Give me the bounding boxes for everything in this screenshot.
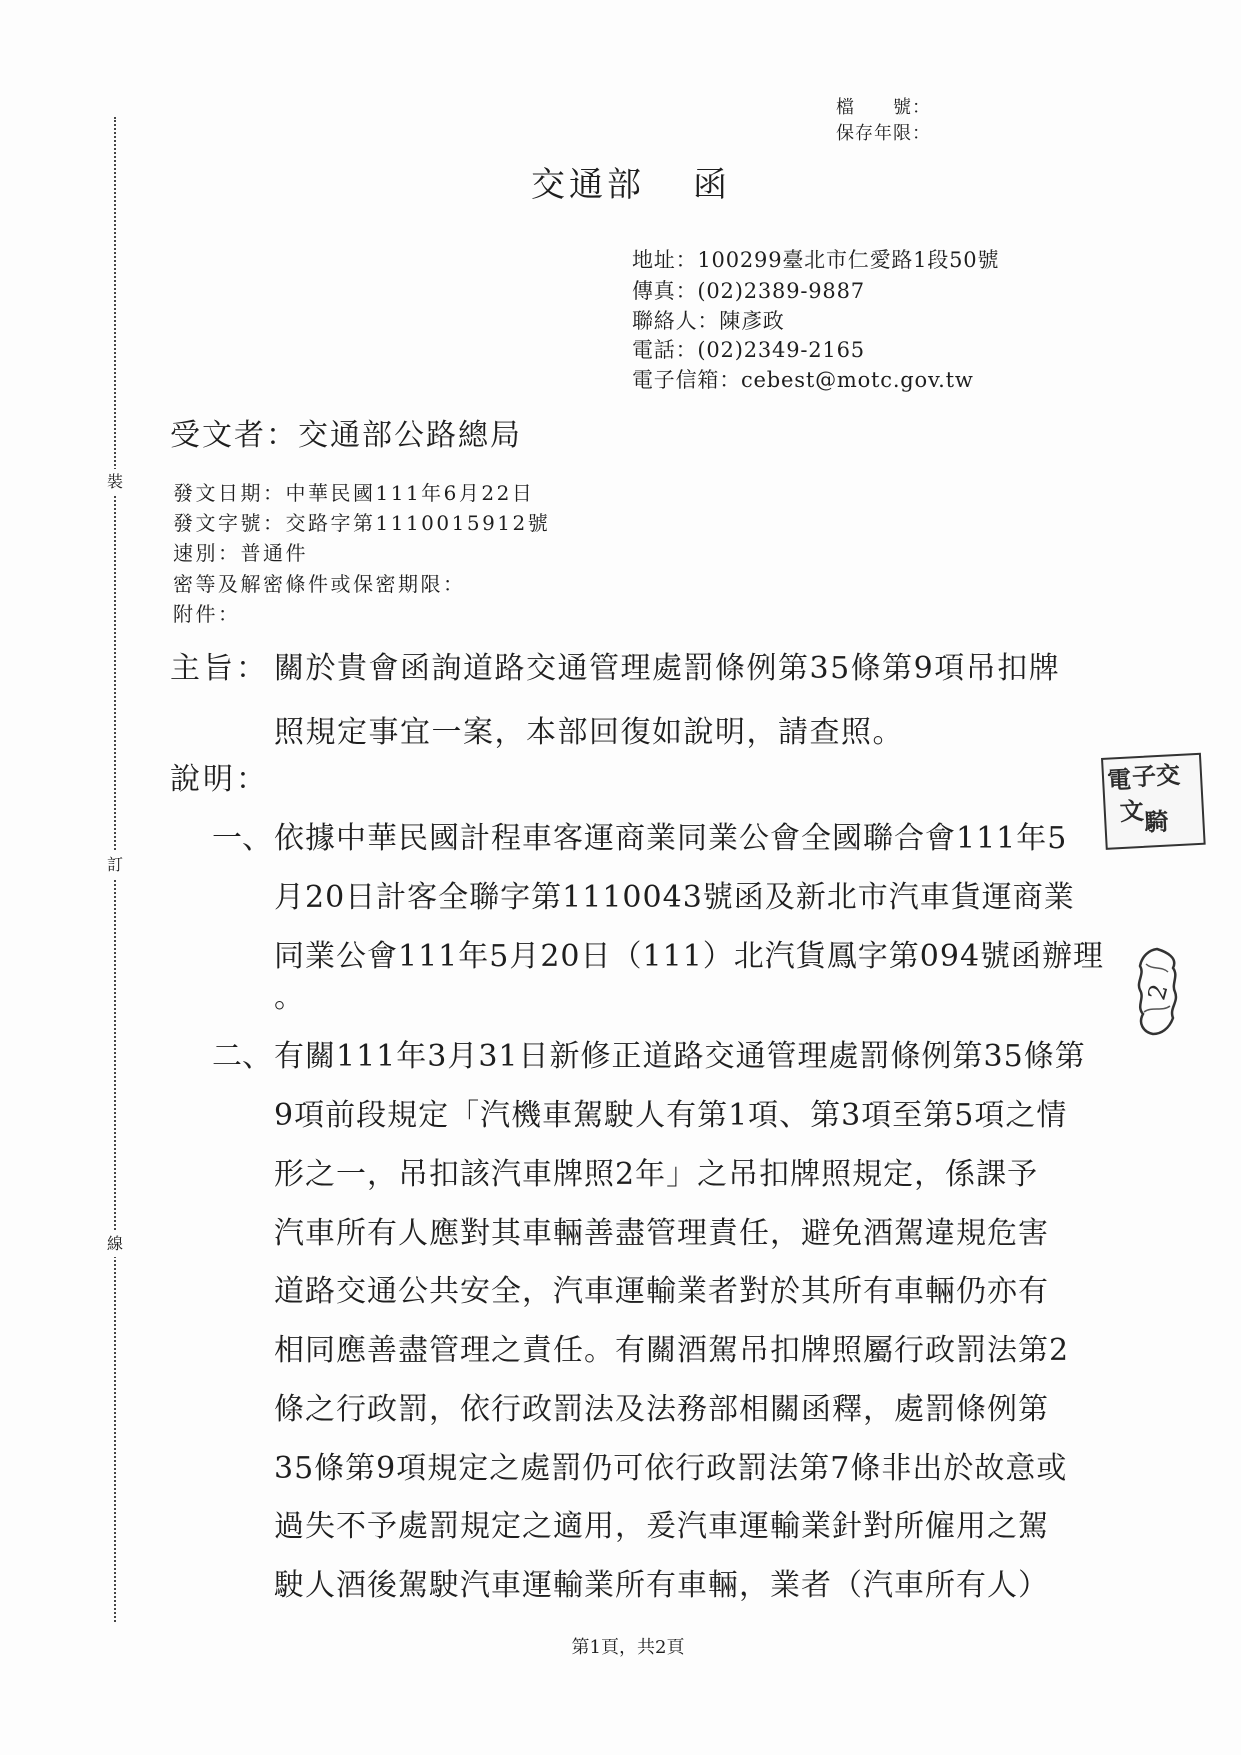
item-2-marker: 二、 [212,1039,272,1074]
contact-person: 聯絡人：陳彥政 [632,309,785,333]
binding-label-ding: 訂 [106,852,124,878]
stamp-char: 騎 [1143,806,1170,837]
recipient: 受文者：交通部公路總局 [170,418,522,453]
stamp-char: 文 [1119,795,1145,827]
item-2-line-3: 形之一，吊扣該汽車牌照2年」之吊扣牌照規定，係課予 [274,1157,1039,1192]
contact-address: 地址：100299臺北市仁愛路1段50號 [632,248,1000,272]
subject-line-2: 照規定事宜一案，本部回復如說明，請查照。 [274,715,904,750]
stamp-char: 子 [1131,761,1157,792]
contact-phone: 電話：(02)2349-2165 [632,338,865,362]
item-2-line-6: 相同應善盡管理之責任。有關酒駕吊扣牌照屬行政罰法第2 [274,1333,1070,1368]
attachment: 附件： [173,602,241,626]
subject-line-1 [170,651,1060,687]
item-2-line-1 [212,1039,1086,1075]
issue-date: 發文日期：中華民國111年6月22日 [173,481,535,505]
subject-label: 主旨： [170,651,269,686]
item-2-line-5: 道路交通公共安全，汽車運輸業者對於其所有車輛仍亦有 [274,1274,1049,1309]
item-1-line-3: 同業公會111年5月20日（111）北汽貨鳳字第094號函辦理 [274,939,1105,974]
item-1-marker: 一、 [212,821,272,856]
stamp-char: 電 [1106,764,1132,795]
file-number-label: 檔 號： [836,97,931,118]
binding-label-zhuang: 裝 [106,469,124,495]
seal-page-number: 2 [1142,980,1174,1004]
subject-text: 關於貴會函詢道路交通管理處罰條例第35條第9項吊扣牌 [274,651,1061,686]
contact-fax: 傳真：(02)2389-9887 [632,279,865,303]
doc-number: 發文字號：交路字第1110015912號 [173,511,551,535]
item-1-text: 依據中華民國計程車客運商業同業公會全國聯合會111年5 [274,821,1068,856]
doc-title-type: 函 [693,165,731,205]
stamp-char: 交 [1155,759,1181,791]
seam-stamp [1101,758,1181,854]
item-2-line-4: 汽車所有人應對其車輛善盡管理責任，避免酒駕違規危害 [274,1216,1049,1251]
classification: 密等及解密條件或保密期限： [173,572,466,596]
explanation-label: 說明： [170,762,269,797]
item-2-line-8: 35條第9項規定之處罰仍可依行政罰法第7條非出於故意或 [274,1451,1068,1486]
item-2-line-2: 9項前段規定「汽機車駕駛人有第1項、第3項至第5項之情 [274,1098,1068,1133]
seam-stamp-frame [1101,753,1206,850]
binding-label-xian: 線 [106,1231,124,1257]
contact-email: 電子信箱：cebest@motc.gov.tw [632,368,974,392]
page-number: 第1頁，共2頁 [571,1637,685,1658]
item-2-line-10: 駛人酒後駕駛汽車運輸業所有車輛，業者（汽車所有人） [274,1568,1049,1603]
item-2-line-9: 過失不予處罰規定之適用，爰汽車運輸業針對所僱用之駕 [274,1509,1049,1544]
item-2-line-7: 條之行政罰，依行政罰法及法務部相關函釋，處罰條例第 [274,1392,1049,1427]
item-1-line-1 [212,821,1067,857]
page-seam-seal [1132,946,1182,1038]
retention-period-label: 保存年限： [836,123,931,144]
doc-title-agency: 交通部 [531,165,645,205]
item-1-line-4: 。 [274,980,305,1015]
item-1-line-2: 月20日計客全聯字第1110043號函及新北市汽車貨運商業 [274,880,1075,915]
item-2-text: 有關111年3月31日新修正道路交通管理處罰條例第35條第 [274,1039,1086,1074]
delivery-speed: 速別：普通件 [173,541,308,565]
